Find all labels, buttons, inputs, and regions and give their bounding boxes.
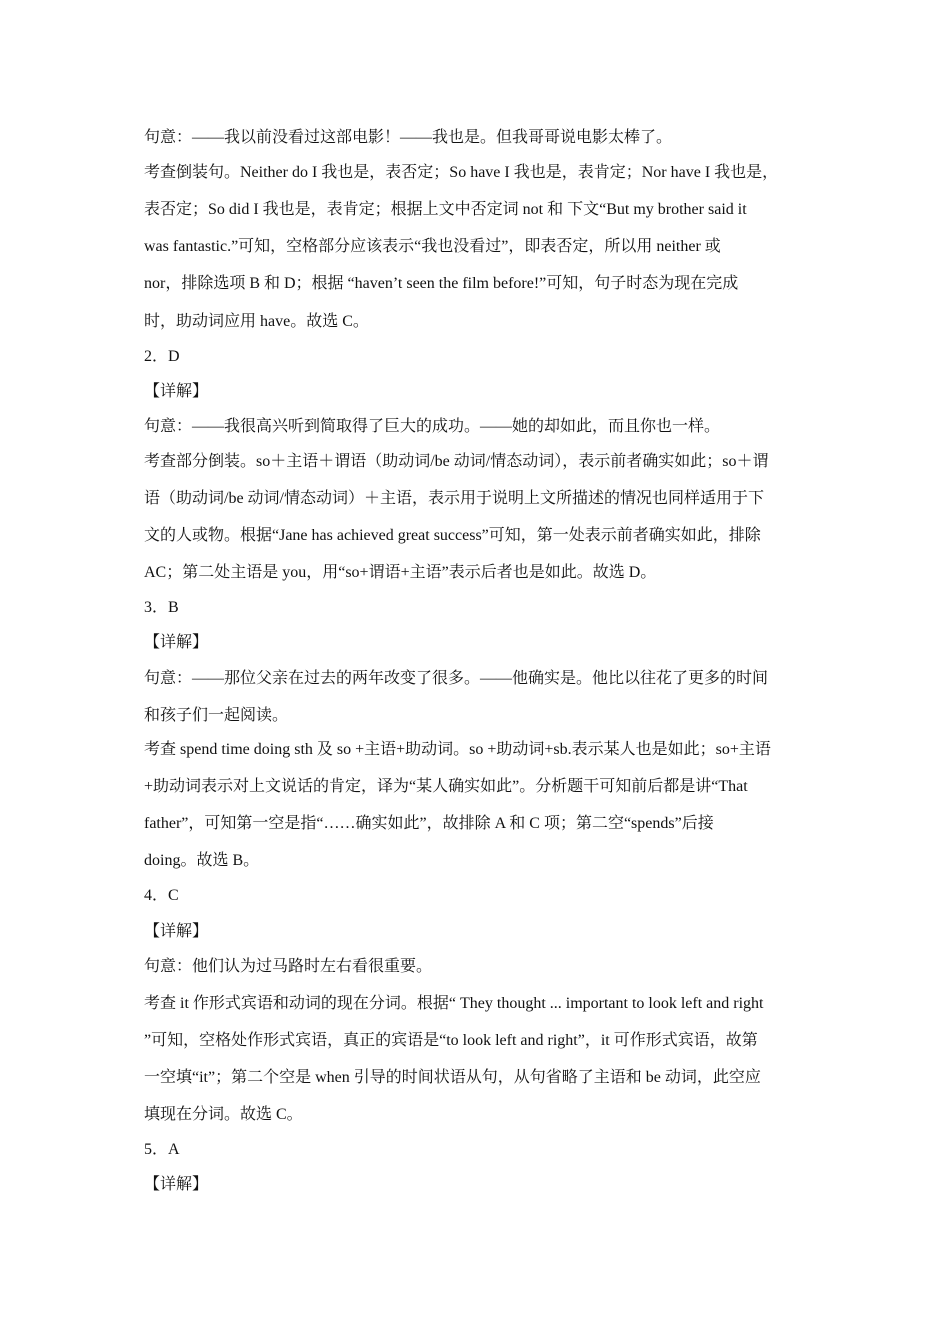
explanation-heading: 【详解】 bbox=[144, 1176, 209, 1193]
text-line: 时，助动词应用 have。故选 C。 bbox=[144, 313, 369, 330]
text-line: 句意：——那位父亲在过去的两年改变了很多。——他确实是。他比以往花了更多的时间 bbox=[144, 670, 769, 687]
text-line: nor，排除选项 B 和 D；根据 “haven’t seen the film before!”可知，句子时态为现在完成 bbox=[144, 275, 739, 292]
text-line: 考查 spend time doing sth 及 so +主语+助动词。so +助动词+sb.表示某人也是如此；so+主语 bbox=[144, 741, 771, 758]
text-line: ”可知，空格处作形式宾语，真正的宾语是“to look left and right”，it 可作形式宾语，故第 bbox=[144, 1032, 758, 1049]
question-number: 4．C bbox=[144, 887, 179, 904]
question-number: 3．B bbox=[144, 599, 179, 616]
text-line: 填现在分词。故选 C。 bbox=[144, 1106, 303, 1123]
text-line: was fantastic.”可知，空格部分应该表示“我也没看过”，即表否定，所以用 neither 或 bbox=[144, 238, 721, 255]
question-number: 2．D bbox=[144, 348, 180, 365]
text-line: 考查部分倒装。so＋主语＋谓语（助动词/be 动词/情态动词），表示前者确实如此；so＋谓 bbox=[144, 453, 769, 470]
explanation-heading: 【详解】 bbox=[144, 383, 209, 400]
text-line: doing。故选 B。 bbox=[144, 852, 260, 869]
text-line: 一空填“it”；第二个空是 when 引导的时间状语从句，从句省略了主语和 be 动词，此空应 bbox=[144, 1069, 761, 1086]
explanation-heading: 【详解】 bbox=[144, 634, 209, 651]
text-line: 和孩子们一起阅读。 bbox=[144, 707, 289, 724]
text-line: 句意：——我以前没看过这部电影！——我也是。但我哥哥说电影太棒了。 bbox=[144, 129, 673, 146]
text-line: +助动词表示对上文说话的肯定，译为“某人确实如此”。分析题干可知前后都是讲“That bbox=[144, 778, 748, 795]
text-line: 表否定；So did I 我也是，表肯定；根据上文中否定词 not 和 下文“But my brother said it bbox=[144, 201, 747, 218]
text-line: 句意：——我很高兴听到简取得了巨大的成功。——她的却如此，而且你也一样。 bbox=[144, 418, 721, 435]
text-line: 考查 it 作形式宾语和动词的现在分词。根据“ They thought ... important to look left and right bbox=[144, 995, 764, 1012]
text-line: father”，可知第一空是指“……确实如此”，故排除 A 和 C 项；第二空“spends”后接 bbox=[144, 815, 714, 832]
question-number: 5．A bbox=[144, 1141, 180, 1158]
text-line: 考查倒装句。Neither do I 我也是，表否定；So have I 我也是，表肯定；Nor have I 我也是， bbox=[144, 164, 779, 181]
text-line: AC；第二处主语是 you，用“so+谓语+主语”表示后者也是如此。故选 D。 bbox=[144, 564, 657, 581]
text-line: 句意：他们认为过马路时左右看很重要。 bbox=[144, 958, 433, 975]
text-line: 语（助动词/be 动词/情态动词）＋主语，表示用于说明上文所描述的情况也同样适用于下 bbox=[144, 490, 764, 507]
explanation-heading: 【详解】 bbox=[144, 923, 209, 940]
text-line: 文的人或物。根据“Jane has achieved great success”可知，第一处表示前者确实如此，排除 bbox=[144, 527, 761, 544]
